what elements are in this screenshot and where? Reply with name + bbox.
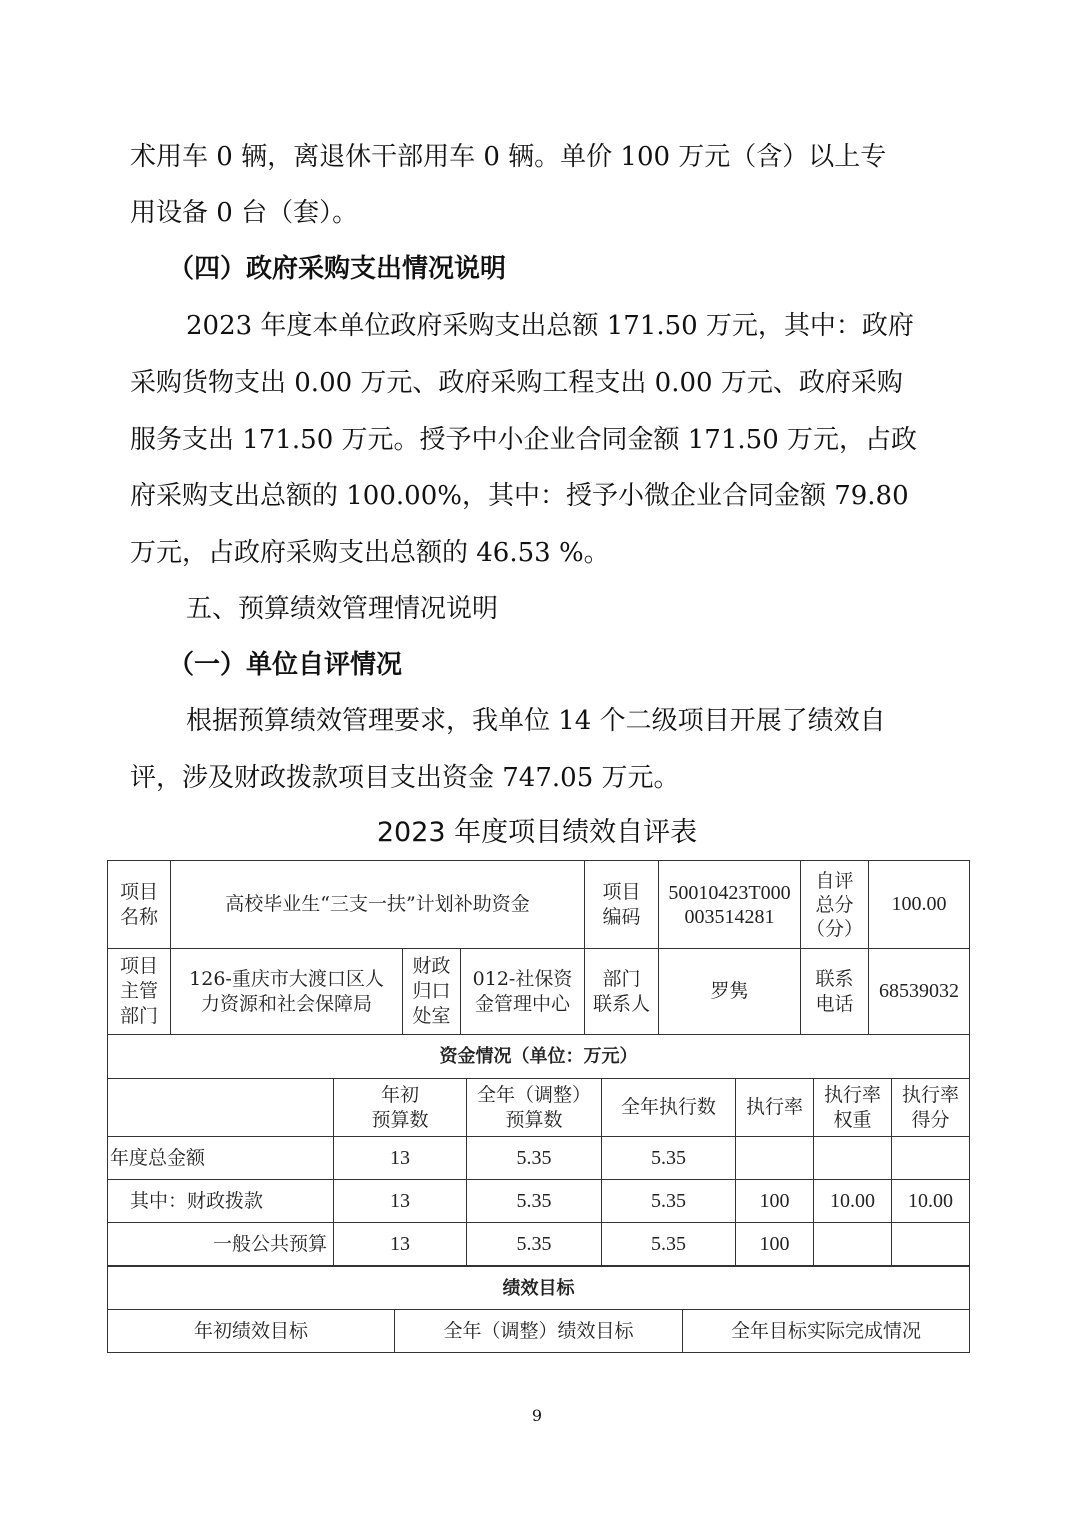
- section-heading: 五、预算绩效管理情况说明: [186, 594, 499, 624]
- funds-col-header: 全年执行数: [602, 1079, 736, 1137]
- project-code-label: 项目 编码: [585, 861, 659, 949]
- cell: 5.35: [467, 1223, 602, 1266]
- cell: 100: [736, 1180, 814, 1223]
- cell: 5.35: [602, 1137, 736, 1180]
- funds-table: [107, 1034, 970, 1266]
- paragraph-line: 根据预算绩效管理要求，我单位 14 个二级项目开展了绩效自: [186, 706, 886, 736]
- finance-office-label: 财政 归口 处室: [403, 949, 461, 1035]
- cell: 5.35: [467, 1137, 602, 1180]
- finance-office: 012-社保资 金管理中心: [461, 949, 585, 1035]
- cell: 5.35: [467, 1180, 602, 1223]
- paragraph-line: 2023 年度本单位政府采购支出总额 171.50 万元，其中：政府: [186, 311, 914, 341]
- cell: 5.35: [602, 1223, 736, 1266]
- cell: 10.00: [814, 1180, 892, 1223]
- goals-col-header: 全年目标实际完成情况: [683, 1310, 970, 1353]
- table-row: [108, 1137, 970, 1180]
- table-row: [108, 1180, 970, 1223]
- cell: [736, 1137, 814, 1180]
- paragraph-line: 评，涉及财政拨款项目支出资金 747.05 万元。: [130, 763, 680, 793]
- project-name-label: 项目 名称: [108, 861, 171, 949]
- contact: 罗隽: [659, 949, 801, 1035]
- cell: 13: [334, 1223, 467, 1266]
- funds-col-header: 年初 预算数: [334, 1079, 467, 1137]
- funds-header: 资金情况（单位：万元）: [108, 1035, 970, 1079]
- cell: 100: [736, 1223, 814, 1266]
- cell: [814, 1137, 892, 1180]
- cell: 10.00: [892, 1180, 970, 1223]
- contact-label: 部门 联系人: [585, 949, 659, 1035]
- paragraph-line: 服务支出 171.50 万元。授予中小企业合同金额 171.50 万元，占政: [130, 425, 918, 455]
- cell: [892, 1137, 970, 1180]
- table-title: 2023 年度项目绩效自评表: [376, 817, 698, 848]
- funds-col-header: 执行率 得分: [892, 1079, 970, 1137]
- self-score-label: 自评 总分 （分）: [801, 861, 869, 949]
- cell: [814, 1223, 892, 1266]
- dept-label: 项目 主管 部门: [108, 949, 171, 1035]
- cell: [892, 1223, 970, 1266]
- cell: 5.35: [602, 1180, 736, 1223]
- goals-header: 绩效目标: [108, 1267, 970, 1310]
- funds-col-header: [108, 1079, 334, 1137]
- row-label: 年度总金额: [108, 1137, 334, 1180]
- subsection-heading: （一）单位自评情况: [168, 650, 403, 680]
- goals-col-header: 全年（调整）绩效目标: [395, 1310, 683, 1353]
- section-heading: （四）政府采购支出情况说明: [168, 254, 507, 284]
- phone-label: 联系 电话: [801, 949, 869, 1035]
- funds-column-header-row: [108, 1079, 970, 1137]
- funds-col-header: 执行率 权重: [814, 1079, 892, 1137]
- row-label: 其中：财政拨款: [108, 1180, 334, 1223]
- goals-col-header: 年初绩效目标: [108, 1310, 395, 1353]
- project-code: 50010423T000 003514281: [659, 861, 801, 949]
- table-row: [108, 1223, 970, 1266]
- paragraph-line: 万元，占政府采购支出总额的 46.53 %。: [130, 538, 610, 568]
- row-label: 一般公共预算: [108, 1223, 334, 1266]
- project-info-table: [107, 860, 970, 1035]
- cell: 13: [334, 1180, 467, 1223]
- funds-col-header: 全年（调整） 预算数: [467, 1079, 602, 1137]
- phone: 68539032: [869, 949, 970, 1035]
- paragraph-line: 术用车 0 辆，离退休干部用车 0 辆。单价 100 万元（含）以上专: [130, 142, 887, 172]
- project-name: 高校毕业生“三支一扶”计划补助资金: [171, 861, 585, 949]
- funds-col-header: 执行率: [736, 1079, 814, 1137]
- goals-table: [107, 1266, 970, 1353]
- paragraph-line: 采购货物支出 0.00 万元、政府采购工程支出 0.00 万元、政府采购: [130, 368, 903, 398]
- paragraph-line: 府采购支出总额的 100.00%，其中：授予小微企业合同金额 79.80: [130, 481, 909, 511]
- paragraph-line: 用设备 0 台（套）。: [130, 198, 359, 228]
- dept: 126-重庆市大渡口区人 力资源和社会保障局: [171, 949, 403, 1035]
- cell: 13: [334, 1137, 467, 1180]
- self-score: 100.00: [869, 861, 970, 949]
- page-number: 9: [531, 1406, 543, 1425]
